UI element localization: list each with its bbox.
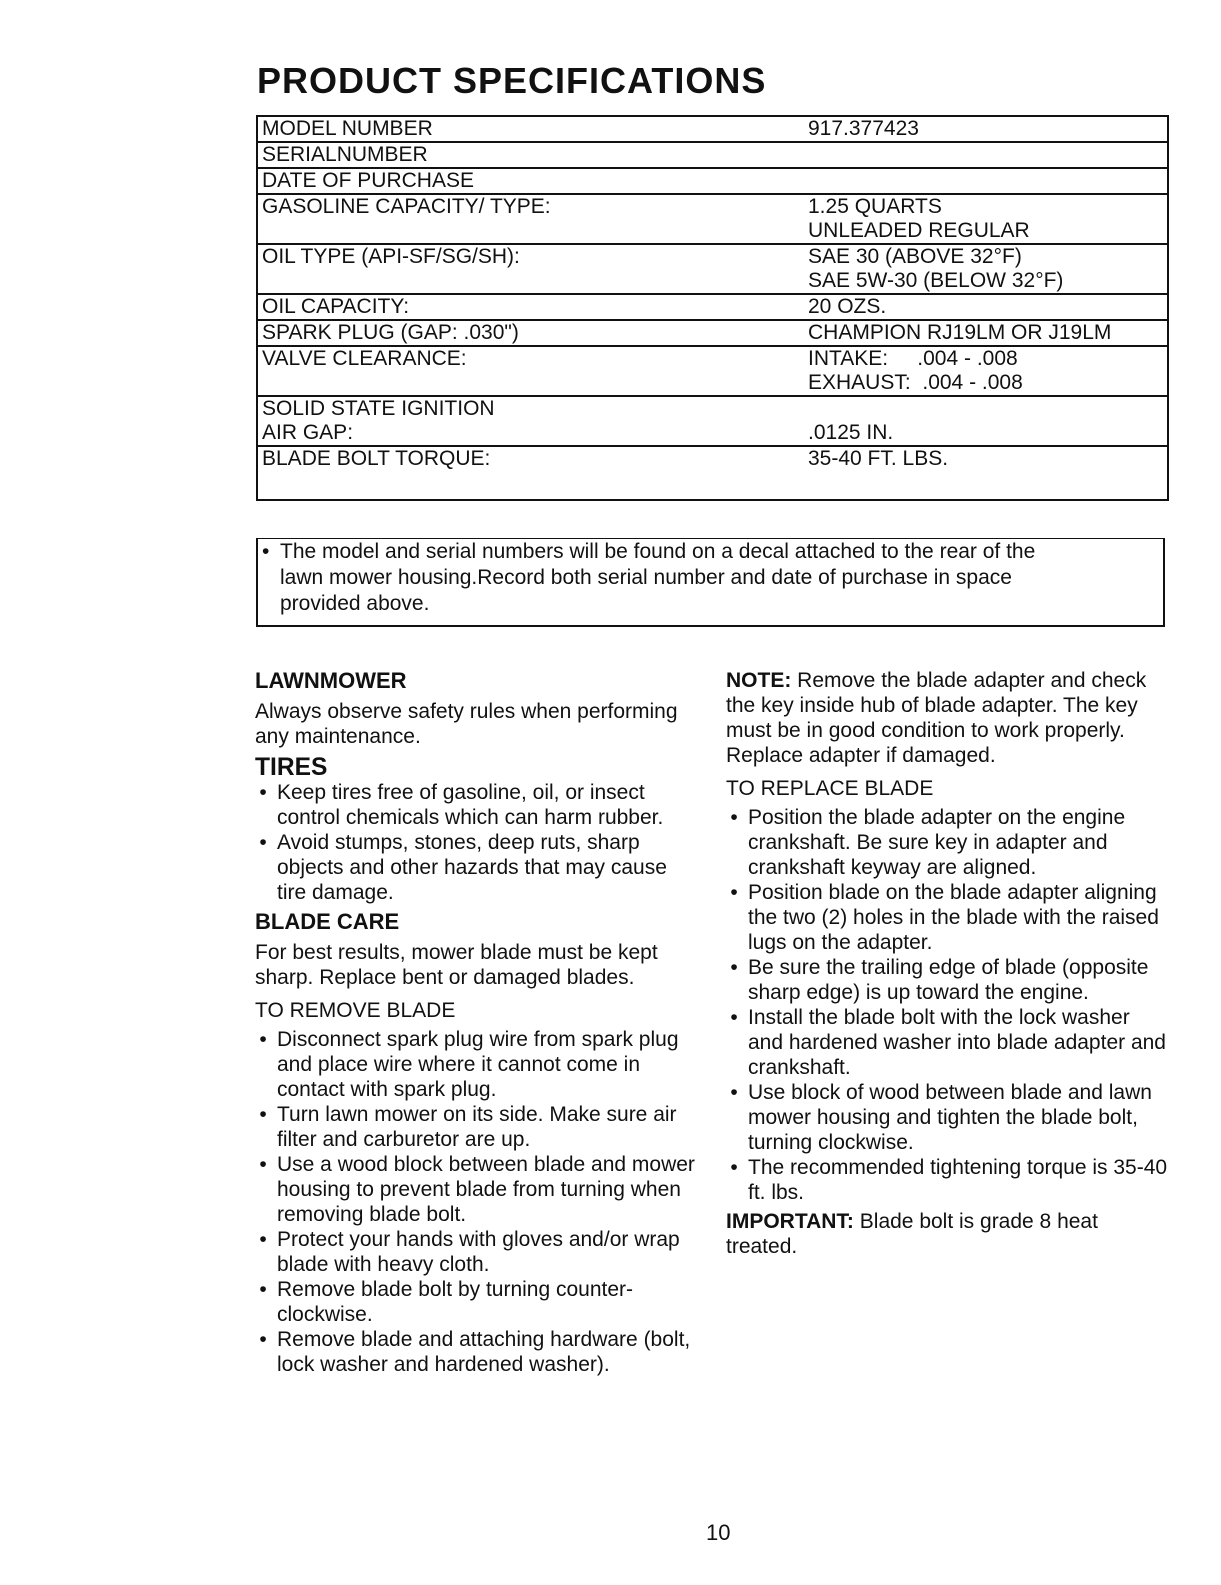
adapter-note	[726, 668, 1168, 768]
bullet: •	[730, 881, 738, 904]
bullet: •	[259, 1103, 267, 1126]
bullet: •	[259, 1228, 267, 1251]
spec-value	[808, 397, 1167, 445]
bullet: •	[730, 806, 738, 829]
spec-label: SPARK PLUG (GAP: .030")	[262, 321, 519, 344]
left-column	[255, 668, 700, 1381]
list-item	[726, 805, 1168, 880]
spec-label: BLADE BOLT TORQUE:	[262, 447, 491, 470]
bullet: •	[730, 956, 738, 979]
spec-value	[808, 195, 1167, 243]
spec-row	[258, 347, 1167, 397]
important-note	[726, 1209, 1168, 1259]
tires-heading: TIRES	[255, 754, 328, 781]
spec-value-line: .0125 IN.	[808, 421, 894, 444]
spec-label: VALVE CLEARANCE:	[262, 347, 467, 370]
list-item-text: Disconnect spark plug wire from spark plug and place wire where it cannot come in contact with spark plug.	[277, 1028, 679, 1101]
note-bullet: •	[262, 540, 270, 563]
spec-value-line: INTAKE: .004 - .008	[808, 347, 1018, 370]
remove-blade-heading: TO REMOVE BLADE	[255, 999, 456, 1022]
list-item	[726, 880, 1168, 955]
list-item-text: Turn lawn mower on its side. Make sure air filter and carburetor are up.	[277, 1103, 677, 1151]
spec-value-line	[808, 397, 1167, 421]
list-item	[255, 1102, 700, 1152]
spec-value	[808, 347, 1167, 395]
spec-value-line	[808, 169, 1167, 193]
list-item-text: Position blade on the blade adapter aligning the two (2) holes in the blade with the raised lugs on the adapter.	[748, 881, 1159, 954]
spec-value-line: 1.25 QUARTS	[808, 195, 942, 218]
spec-value	[808, 447, 1167, 499]
note-line-3: provided above.	[280, 592, 430, 615]
spec-value-line: 917.377423	[808, 117, 919, 140]
spec-row	[258, 245, 1167, 295]
list-item-text: Avoid stumps, stones, deep ruts, sharp objects and other hazards that may cause tire damage.	[277, 831, 667, 904]
spec-label: OIL TYPE (API-SF/SG/SH):	[262, 245, 520, 268]
list-item-text: Use a wood block between blade and mower housing to prevent blade from turning when removing blade bolt.	[277, 1153, 695, 1226]
spec-label: DATE OF PURCHASE	[262, 169, 474, 192]
list-item	[726, 955, 1168, 1005]
list-item	[255, 1152, 700, 1227]
list-item-text: Be sure the trailing edge of blade (opposite sharp edge) is up toward the engine.	[748, 956, 1149, 1004]
bullet: •	[259, 1278, 267, 1301]
bullet: •	[259, 831, 267, 854]
bullet: •	[259, 1153, 267, 1176]
replace-blade-list	[726, 805, 1168, 1205]
list-item-text: The recommended tightening torque is 35-40 ft. lbs.	[748, 1156, 1168, 1204]
spec-row	[258, 143, 1167, 169]
remove-blade-list	[255, 1027, 700, 1377]
bullet: •	[259, 1028, 267, 1051]
bullet: •	[730, 1156, 738, 1179]
specifications-table	[256, 115, 1169, 501]
spec-row	[258, 295, 1167, 321]
spec-label: OIL CAPACITY:	[262, 295, 410, 318]
list-item	[255, 1227, 700, 1277]
page-number: 10	[706, 1520, 731, 1545]
list-item-text: Position the blade adapter on the engine crankshaft. Be sure key in adapter and crankshaft keyway are aligned.	[748, 806, 1126, 879]
spec-row	[258, 397, 1167, 447]
spec-label: SERIALNUMBER	[262, 143, 428, 166]
important-text: Blade bolt is grade 8 heat treated.	[726, 1210, 1098, 1258]
list-item	[255, 1327, 700, 1377]
bullet: •	[730, 1006, 738, 1029]
spec-value-line: EXHAUST: .004 - .008	[808, 371, 1023, 394]
blade-care-text: For best results, mower blade must be kept sharp. Replace bent or damaged blades.	[255, 941, 658, 989]
specifications-note	[256, 538, 1165, 627]
lawnmower-text: Always observe safety rules when performing any maintenance.	[255, 700, 678, 748]
spec-value-line: UNLEADED REGULAR	[808, 219, 1030, 242]
list-item	[726, 1080, 1168, 1155]
spec-value-line: 35-40 FT. LBS.	[808, 447, 949, 470]
list-item	[255, 1277, 700, 1327]
spec-row	[258, 321, 1167, 347]
list-item	[255, 1027, 700, 1102]
spec-value-line	[808, 143, 1167, 167]
important-label: IMPORTANT:	[726, 1210, 854, 1233]
bullet: •	[730, 1081, 738, 1104]
note-line-2: lawn mower housing.Record both serial number and date of purchase in space	[280, 566, 1012, 589]
list-item-text: Install the blade bolt with the lock washer and hardened washer into blade adapter and crankshaft.	[748, 1006, 1166, 1079]
spec-label: GASOLINE CAPACITY/ TYPE:	[262, 195, 551, 218]
spec-value-line: SAE 30 (ABOVE 32°F)	[808, 245, 1022, 268]
spec-value	[808, 321, 1167, 345]
list-item	[726, 1155, 1168, 1205]
spec-value	[808, 295, 1167, 319]
note-label: NOTE:	[726, 669, 792, 692]
tires-list	[255, 780, 700, 905]
list-item-text: Protect your hands with gloves and/or wrap blade with heavy cloth.	[277, 1228, 680, 1276]
note-line-1: The model and serial numbers will be found on a decal attached to the rear of the	[280, 540, 1036, 563]
spec-row	[258, 117, 1167, 143]
spec-label: MODEL NUMBER	[262, 117, 433, 140]
right-column	[726, 668, 1168, 1265]
lawnmower-heading: LAWNMOWER	[255, 668, 407, 693]
spec-value	[808, 143, 1167, 167]
bullet: •	[259, 781, 267, 804]
spec-value	[808, 117, 1167, 141]
spec-value-line: CHAMPION RJ19LM OR J19LM	[808, 321, 1112, 344]
spec-row	[258, 447, 1167, 501]
list-item-text: Keep tires free of gasoline, oil, or insect control chemicals which can harm rubber.	[277, 781, 664, 829]
bullet: •	[259, 1328, 267, 1351]
spec-row	[258, 195, 1167, 245]
replace-blade-heading: TO REPLACE BLADE	[726, 777, 934, 800]
spec-label: SOLID STATE IGNITION AIR GAP:	[262, 397, 495, 444]
list-item	[726, 1005, 1168, 1080]
list-item	[255, 830, 700, 905]
spec-value-line: SAE 5W-30 (BELOW 32°F)	[808, 269, 1064, 292]
list-item-text: Use block of wood between blade and lawn mower housing and tighten the blade bolt, turning clockwise.	[748, 1081, 1152, 1154]
list-item	[255, 780, 700, 830]
spec-value	[808, 169, 1167, 193]
spec-value-line: 20 OZS.	[808, 295, 887, 318]
spec-row	[258, 169, 1167, 195]
list-item-text: Remove blade and attaching hardware (bolt, lock washer and hardened washer).	[277, 1328, 691, 1376]
note-text: Remove the blade adapter and check the key inside hub of blade adapter. The key must be in good condition to work properly. Replace adapter if damaged.	[726, 669, 1147, 767]
blade-care-heading: BLADE CARE	[255, 909, 400, 934]
spec-value	[808, 245, 1167, 293]
list-item-text: Remove blade bolt by turning counter-clockwise.	[277, 1278, 634, 1326]
page-title: PRODUCT SPECIFICATIONS	[257, 60, 767, 101]
